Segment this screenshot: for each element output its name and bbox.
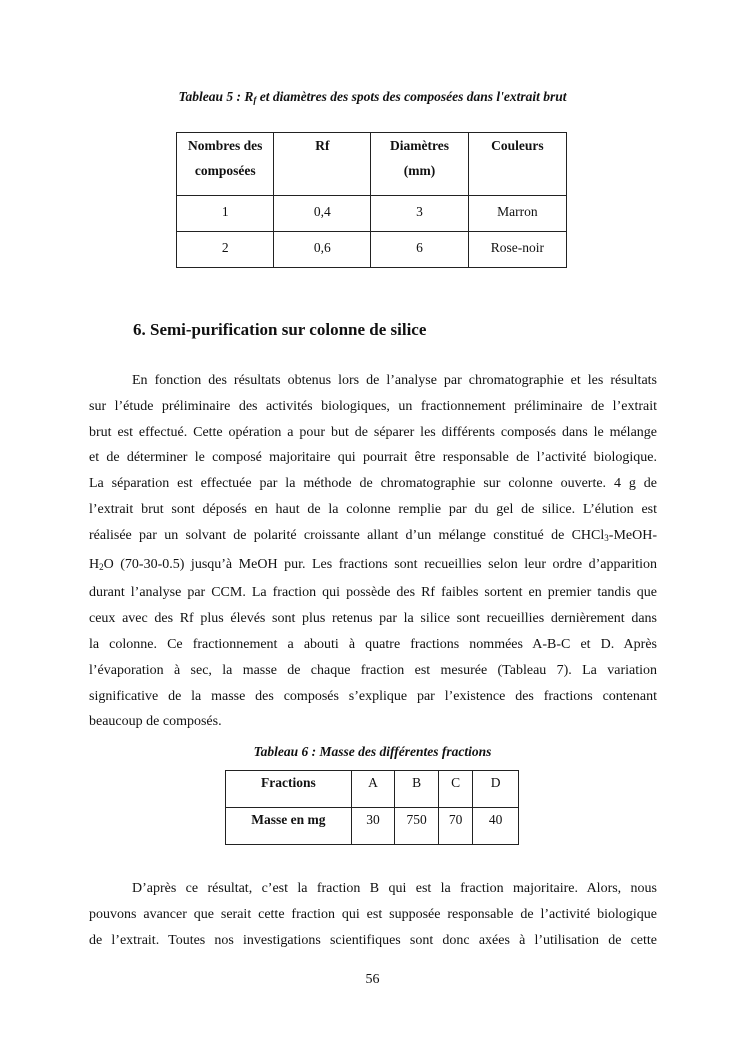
table-cell: A (351, 771, 395, 808)
table-cell: 0,6 (274, 232, 371, 268)
table-row (177, 196, 567, 232)
table-cell: C (438, 771, 472, 808)
table6 (225, 770, 519, 845)
page-number: 56 (365, 972, 380, 987)
paragraph-line: ceux avec des Rf plus élevés sont plus retenus par la silice sont recueillies dernièrement dans (89, 611, 657, 627)
table-cell: Masse en mg (226, 808, 352, 845)
table-cell: Rose-noir (468, 232, 566, 268)
table-cell: Marron (468, 196, 566, 232)
paragraph-1 (89, 368, 657, 735)
table-cell: 70 (438, 808, 472, 845)
paragraph-2 (89, 876, 657, 953)
table-cell: 6 (371, 232, 468, 268)
paragraph-line: la colonne. Ce fractionnement a abouti à quatre fractions nommées A-B-C et D. Après (89, 636, 657, 652)
paragraph-line: de l’extrait. Toutes nos investigations scientifiques sont donc axées à l’utilisation de cette (89, 932, 657, 948)
paragraph-line: En fonction des résultats obtenus lors de l’analyse par chromatographie et les résultats (132, 373, 657, 388)
table-cell: Fractions (226, 771, 352, 808)
paragraph-line: et de déterminer le composé majoritaire qui pourrait être responsable de l’activité biologique. (89, 450, 657, 466)
table-cell: 40 (473, 808, 519, 845)
paragraph-line: pouvons avancer que serait cette fraction qui est supposée responsable de l’activité biologique (89, 906, 657, 922)
table-cell: 0,4 (274, 196, 371, 232)
paragraph-line: l’extrait brut sont déposés en haut de la colonne remplie par du gel de silice. L’élution est (89, 501, 657, 517)
table-header-row (226, 771, 519, 808)
header-rf: Rf (274, 133, 371, 196)
header-nombres: Nombres des composées (177, 133, 274, 196)
table6-caption: Tableau 6 : Masse des différentes fractions (253, 744, 492, 759)
table5 (176, 132, 567, 268)
table-cell: 3 (371, 196, 468, 232)
section-heading: 6. Semi-purification sur colonne de silice (133, 320, 427, 339)
header-couleurs: Couleurs (468, 133, 566, 196)
table-header-row (177, 133, 567, 196)
table-cell: 2 (177, 232, 274, 268)
table5-caption: Tableau 5 : $R_f$ et diamètres des spots des composées dans l'extrait brut (178, 89, 567, 105)
paragraph-line: l’évaporation à sec, la masse de chaque fraction est mesurée (Tableau 7). La variation (89, 662, 657, 678)
table-row (226, 808, 519, 845)
paragraph-line: brut est effectué. Cette opération a pour but de séparer les différents composés dans le mélange (89, 424, 657, 440)
table-row (177, 232, 567, 268)
paragraph-line: D’après ce résultat, c’est la fraction B qui est la fraction majoritaire. Alors, nous (132, 881, 657, 896)
paragraph-line: durant l’analyse par CCM. La fraction qui possède des Rf faibles sortent en premier tandis que (89, 585, 657, 601)
paragraph-line: La séparation est effectuée par la méthode de chromatographie sur colonne ouverte. 4 g de (89, 476, 657, 492)
table-cell: 1 (177, 196, 274, 232)
table-cell: 750 (395, 808, 439, 845)
paragraph-line: sur l’étude préliminaire des activités biologiques, un fractionnement préliminaire de l’extrait (89, 398, 657, 414)
table-cell: B (395, 771, 439, 808)
paragraph-line: beaucoup de composés. (89, 714, 222, 730)
paragraph-line: $H_2O$ (70-30-0.5) jusqu’à MeOH pur. Les fractions sont recueillies selon leur ordre d’apparition (89, 556, 657, 572)
table-cell: 30 (351, 808, 395, 845)
header-diametres: Diamètres (mm) (371, 133, 468, 196)
paragraph-line: réalisée par un solvant de polarité croissante allant d’un mélange constitué de CHCl$_3$-MeOH- (89, 527, 657, 543)
table-cell: D (473, 771, 519, 808)
paragraph-line: significative de la masse des composés s’explique par l’existence des fractions contenant (89, 688, 657, 704)
